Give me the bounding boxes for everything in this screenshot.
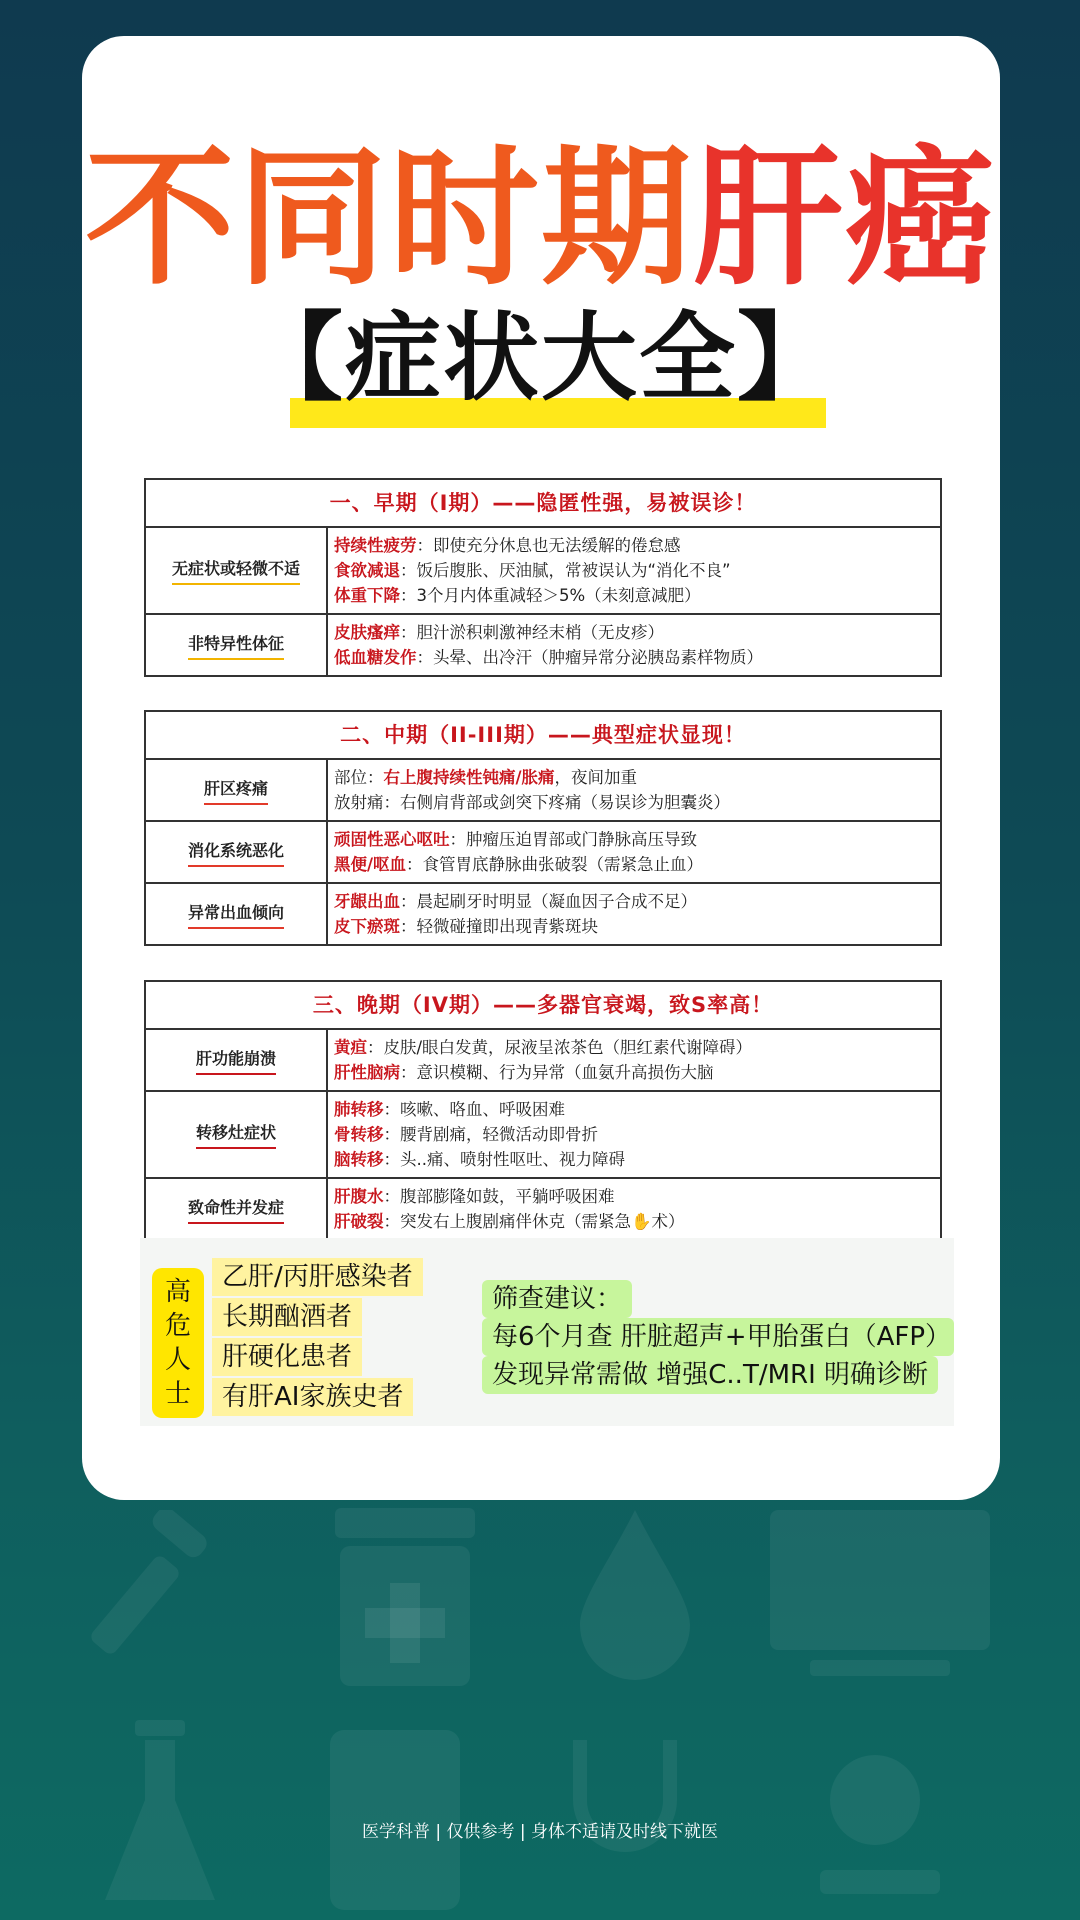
symptom-text: ：意识模糊、行为异常（血氨升高损伤大脑 [400, 1063, 714, 1082]
stage-heading: 二、中期（II-III期）——典型症状显现！ [146, 712, 940, 760]
symptom-keyword: 肝破裂 [334, 1212, 384, 1231]
symptom-row [146, 1092, 940, 1179]
symptom-keyword: 肝性脑病 [334, 1063, 400, 1082]
symptom-category [146, 1179, 328, 1239]
risk-tag-char: 危 [164, 1311, 191, 1341]
screening-line: 每6个月查 肝脏超声+甲胎蛋白（AFP） [482, 1318, 954, 1356]
symptom-line [334, 620, 934, 645]
screening-advice [482, 1280, 954, 1394]
stage-section [144, 710, 942, 946]
symptom-text: 放射痛：右侧肩背部或剑突下疼痛（易误诊为胆囊炎） [334, 793, 730, 812]
symptom-line [334, 1209, 934, 1234]
risk-tag-char: 人 [164, 1345, 191, 1375]
medicine-bottle-icon [330, 1508, 480, 1688]
stage-section [144, 478, 942, 677]
monitor-icon [770, 1510, 990, 1680]
symptom-keyword: 持续性疲劳 [334, 536, 417, 555]
symptom-row [146, 615, 940, 675]
stage-heading: 三、晚期（IV期）——多器官衰竭，致S率高！ [146, 982, 940, 1030]
symptom-line [334, 852, 934, 877]
screening-title: 筛查建议： [482, 1280, 632, 1318]
symptom-category [146, 615, 328, 675]
risk-item: 肝硬化患者 [212, 1338, 362, 1376]
symptom-line [334, 1035, 934, 1060]
symptom-line [334, 1060, 934, 1085]
symptom-line [334, 914, 934, 939]
symptom-text: ：3个月内体重减轻＞5%（未刻意减肥） [400, 586, 701, 605]
symptom-row [146, 528, 940, 615]
symptom-category-label: 致命性并发症 [188, 1195, 284, 1224]
symptom-keyword: 黄疸 [334, 1038, 367, 1057]
symptom-category [146, 1092, 328, 1177]
stage-heading: 一、早期（I期）——隐匿性强，易被误诊！ [146, 480, 940, 528]
symptom-details [328, 822, 940, 882]
symptom-category-label: 异常出血倾向 [188, 900, 284, 929]
symptom-text: ：晨起刷牙时明显（凝血因子合成不足） [400, 892, 697, 911]
flask-icon [100, 1720, 220, 1910]
symptom-keyword: 牙龈出血 [334, 892, 400, 911]
symptom-line [334, 1184, 934, 1209]
symptom-keyword: 低血糖发作 [334, 648, 417, 667]
symptom-category-label: 肝区疼痛 [204, 776, 268, 805]
symptom-text: ：饭后腹胀、厌油腻，常被误认为“消化不良” [400, 561, 731, 580]
symptom-category [146, 884, 328, 944]
symptom-line [334, 645, 934, 670]
dropper-icon [90, 1510, 240, 1680]
symptom-text: ：轻微碰撞即出现青紫斑块 [400, 917, 598, 936]
symptom-keyword: 食欲减退 [334, 561, 400, 580]
info-card [82, 36, 1000, 1500]
symptom-text: ：腰背剧痛，轻微活动即骨折 [383, 1125, 598, 1144]
symptom-category [146, 1030, 328, 1090]
symptom-line [334, 583, 934, 608]
symptom-text: 部位： [334, 768, 384, 787]
risk-items [212, 1258, 423, 1418]
symptom-category-label: 转移灶症状 [196, 1120, 276, 1149]
symptom-line [334, 827, 934, 852]
high-risk-tag [152, 1268, 204, 1418]
title-part2: 肝癌 [693, 132, 998, 306]
symptom-keyword: 体重下降 [334, 586, 400, 605]
symptom-highlight: 右上腹持续性钝痛/胀痛 [383, 768, 555, 787]
symptom-keyword: 皮下瘀斑 [334, 917, 400, 936]
symptom-category [146, 822, 328, 882]
symptom-keyword: 顽固性恶心呕吐 [334, 830, 450, 849]
symptom-category-label: 肝功能崩溃 [196, 1046, 276, 1075]
symptom-line [334, 790, 934, 815]
symptom-category-label: 无症状或轻微不适 [172, 556, 300, 585]
symptom-line [334, 889, 934, 914]
symptom-text: ：头晕、出冷汗（肿瘤异常分泌胰岛素样物质） [416, 648, 763, 667]
symptom-line [334, 1097, 934, 1122]
subtitle: 【症状大全】 [247, 302, 835, 414]
risk-item: 长期酗酒者 [212, 1298, 362, 1336]
symptom-line [334, 1122, 934, 1147]
stage-section [144, 980, 942, 1241]
risk-panel [140, 1238, 954, 1426]
symptom-text: ：即使充分休息也无法缓解的倦怠感 [416, 536, 681, 555]
symptom-keyword: 脑转移 [334, 1150, 384, 1169]
symptom-keyword: 肝腹水 [334, 1187, 384, 1206]
symptom-line [334, 558, 934, 583]
main-title [82, 132, 1000, 306]
symptom-text: ：食管胃底静脉曲张破裂（需紧急止血） [406, 855, 704, 874]
symptom-text: ，夜间加重 [554, 768, 638, 787]
symptom-row [146, 760, 940, 822]
symptom-details [328, 615, 940, 675]
symptom-keyword: 骨转移 [334, 1125, 384, 1144]
symptom-details [328, 1030, 940, 1090]
symptom-text: ：皮肤/眼白发黄，尿液呈浓茶色（胆红素代谢障碍） [367, 1038, 753, 1057]
symptom-category-label: 非特异性体征 [188, 631, 284, 660]
screening-line: 发现异常需做 增强C..T/MRI 明确诊断 [482, 1356, 938, 1394]
symptom-line [334, 1147, 934, 1172]
symptom-row [146, 1179, 940, 1239]
risk-item: 有肝AI家族史者 [212, 1378, 413, 1416]
risk-tag-char: 高 [164, 1277, 191, 1307]
title-part1: 不同时期 [84, 132, 693, 306]
symptom-text: ：腹部膨隆如鼓，平躺呼吸困难 [383, 1187, 615, 1206]
symptom-text: ：头..痛、喷射性呕吐、视力障碍 [383, 1150, 625, 1169]
symptom-line [334, 765, 934, 790]
symptom-details [328, 528, 940, 613]
blood-drop-icon [580, 1510, 690, 1680]
symptom-text: ：咳嗽、咯血、呼吸困难 [383, 1100, 565, 1119]
footer-disclaimer: 医学科普 | 仅供参考 | 身体不适请及时线下就医 [361, 1822, 719, 1842]
symptom-keyword: 皮肤瘙痒 [334, 623, 400, 642]
symptom-keyword: 黑便/呕血 [334, 855, 407, 874]
symptom-line [334, 533, 934, 558]
symptom-category-label: 消化系统恶化 [188, 838, 284, 867]
symptom-details [328, 760, 940, 820]
symptom-category [146, 760, 328, 820]
symptom-details [328, 884, 940, 944]
symptom-row [146, 822, 940, 884]
risk-item: 乙肝/丙肝感染者 [212, 1258, 423, 1296]
symptom-details [328, 1092, 940, 1177]
risk-tag-char: 士 [164, 1379, 191, 1409]
symptom-category [146, 528, 328, 613]
symptom-keyword: 肺转移 [334, 1100, 384, 1119]
stethoscope-icon [560, 1740, 690, 1890]
symptom-text: ：肿瘤压迫胃部或门静脉高压导致 [449, 830, 697, 849]
symptom-row [146, 884, 940, 944]
symptom-details [328, 1179, 940, 1239]
symptom-text: ：胆汁淤积刺激神经末梢（无皮疹） [400, 623, 664, 642]
subtitle-wrap [82, 302, 1000, 414]
symptom-row [146, 1030, 940, 1092]
symptom-text: ：突发右上腹剧痛伴休克（需紧急✋术） [383, 1212, 685, 1231]
